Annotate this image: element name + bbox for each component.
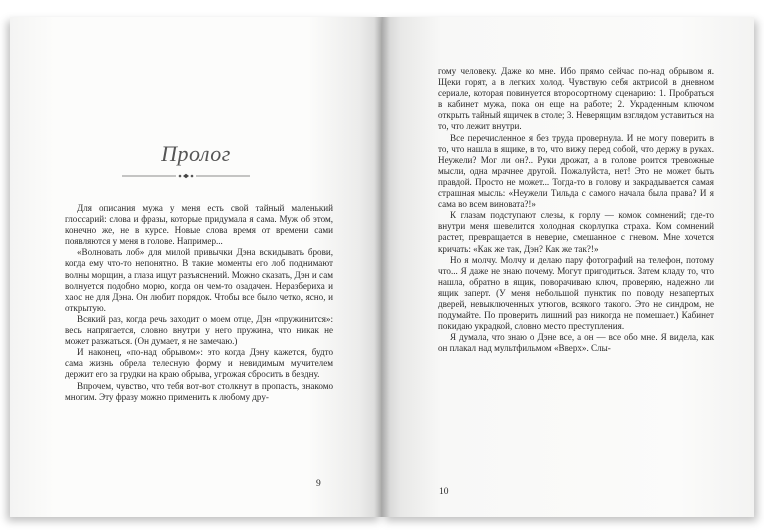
paragraph: Впрочем, чувство, что тебя вот-вот столкнут в пропасть, знакомо многим. Эту фразу можно применить к любому дру- [65,380,333,402]
paragraph: «Волновать лоб» для милой привычки Дэна вскидывать брови, когда ему что-то непонятно. В такие моменты его лоб поднимают волны морщин, а глаза ищут разъяснений. Можно сказать, Дэн и сам волнуется подобно морю, когда он чем-то озадачен. Неразбериха и хаос не для Дэна. Он любит порядок. Чтобы все было четко, ясно, и открытую. [65,247,333,313]
chapter-title: Пролог [161,141,231,166]
paragraph: Я думала, что знаю о Дэне все, а он — все обо мне. Я видела, как он плакал над мультфильмом «Вверх». Слы- [438,332,714,354]
title-ornament [122,171,250,181]
paragraph: И наконец, «по-над обрывом»: это когда Дэну кажется, будто сама жизнь обрела телесную форму и невидимым мучителем держит его за грудки на краю обрыва, угрожая сбросить в бездну. [65,347,333,380]
paragraph: Все перечисленное я без труда провернула. И не могу поверить в то, что нашла в ящике, в то, что вижу перед собой, что держу в руках. Неужели? Мог ли он?.. Руки дрожат, а в голове роится тревожные мысли, одна мрачнее другой. Пожалуйста, нет! Это не может быть правдой. Просто не может... Тогда-то в голову и закрадывается самая страшная мысль: «Неужели Тильда с самого начала была права? И я сама во всем виновата?!» [438,132,714,210]
book-spread [10,17,754,517]
page-number: 10 [439,487,449,497]
book-gutter [374,17,390,517]
paragraph: Для описания мужа у меня есть свой тайный маленький глоссарий: слова и фразы, которые придумала я сама. Муж об этом, конечно же, не в курсе. Новые слова время от времени сами появляются у меня в голове. Например... [65,203,333,247]
left-page-text [65,203,333,403]
page-number: 9 [316,479,321,489]
paragraph: Всякий раз, когда речь заходит о моем отце, Дэн «пружинится»: весь напрягается, словно внутри у него пружина, что никак не может разжаться. (Он думает, я не замечаю.) [65,313,333,347]
right-page-text [438,66,714,354]
right-page [382,17,754,517]
paragraph: К глазам подступают слезы, к горлу — комок сомнений; где-то внутри меня шевелится холодная скорлупка страха. Ком сомнений растет, превращается в неверие, смешанное с гневом. Мне хочется кричать: «Как же так, Дэн? Как же так?!» [438,210,714,254]
paragraph: гому человеку. Даже ко мне. Ибо прямо сейчас по-над обрывом я. Щеки горят, а в легких холод. Чувствую себя актрисой в дневном сериале, которая повинуется второсортному сценарию: 1. Пробраться в кабинет мужа, пока он еще на работе; 2. Украденным ключом открыть тайный ящичек в столе; 3. Неверящим взглядом уставиться на то, что лежит внутри. [438,66,714,132]
paragraph: Но я молчу. Молчу и делаю пару фотографий на телефон, потому что... Я даже не знаю почему. Могут пригодиться. Затем кладу то, что нашла, обратно в ящик, поворачиваю ключ, проверяю, надежно ли ящик заперт. (У меня небольшой пунктик по поводу незапертых дверей, невыключенных утюгов, всякого такого. Это не синдром, не подумайте. По проверить лишний раз никогда не помешает.) Кабинет покидаю украдкой, словно место преступления. [438,254,714,332]
left-page [10,17,382,517]
